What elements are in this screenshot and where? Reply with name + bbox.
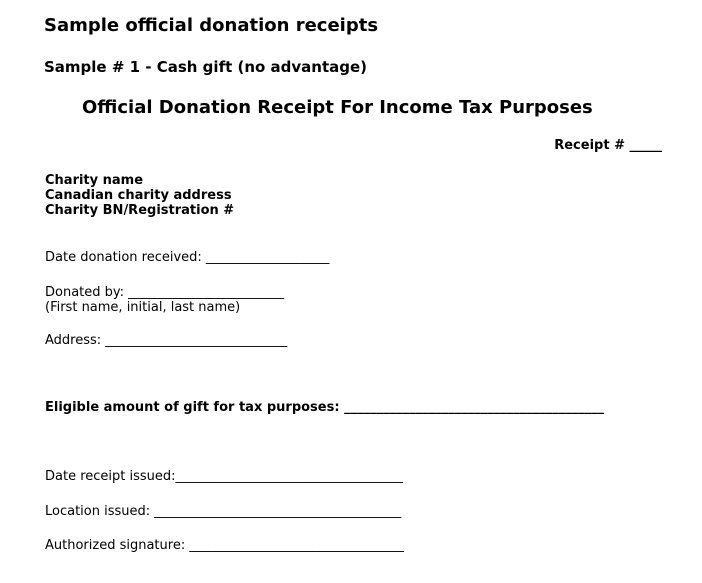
location-issued-field: Location issued: ______________________________________: [45, 504, 402, 519]
page-title: Sample official donation receipts: [44, 15, 379, 36]
date-donation-received-field: Date donation received: ___________________: [45, 250, 330, 265]
charity-name: Charity name: [45, 173, 144, 188]
charity-address: Canadian charity address: [45, 188, 232, 203]
receipt-number-field: Receipt # _____: [554, 138, 662, 153]
donated-by-note: (First name, initial, last name): [45, 300, 241, 315]
date-receipt-issued-field: Date receipt issued:___________________________________: [45, 469, 404, 484]
charity-registration-number: Charity BN/Registration #: [45, 203, 235, 218]
donated-by-field: Donated by: ________________________: [45, 285, 285, 300]
authorized-signature-field: Authorized signature: _________________________________: [45, 538, 404, 553]
receipt-title: Official Donation Receipt For Income Tax Purposes: [82, 97, 593, 118]
address-field: Address: ____________________________: [45, 333, 288, 348]
sample-heading: Sample # 1 - Cash gift (no advantage): [44, 58, 368, 76]
eligible-amount-field: Eligible amount of gift for tax purposes: ________________________________________: [45, 400, 605, 415]
